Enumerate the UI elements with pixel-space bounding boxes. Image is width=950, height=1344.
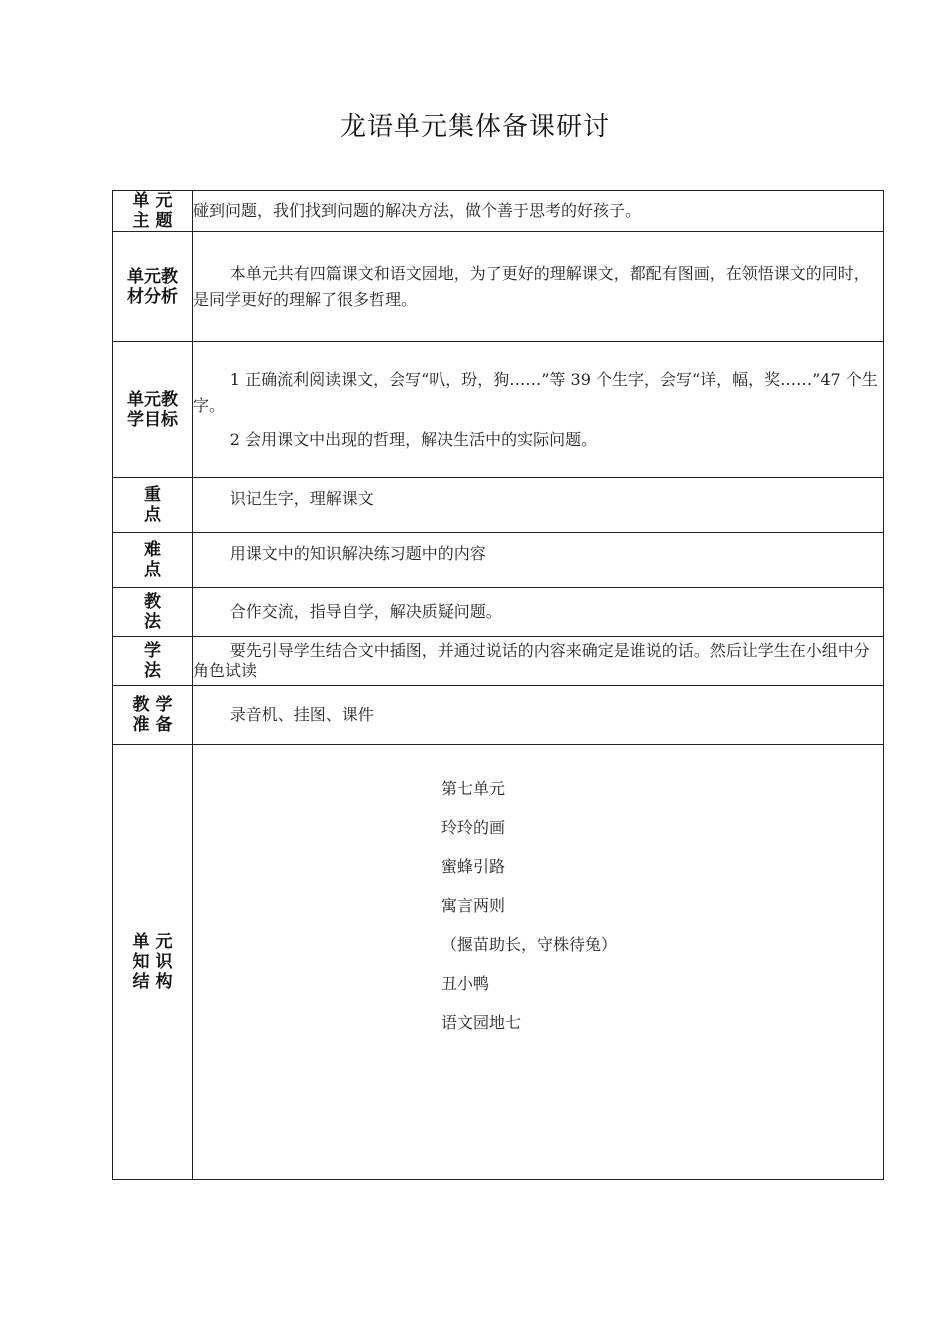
structure-item: （揠苗助长，守株待兔） <box>441 935 618 954</box>
label-preparation <box>113 686 193 745</box>
row-teaching-method <box>113 588 884 637</box>
cell-learning-method <box>193 637 884 686</box>
learning-method-text: 要先引导学生结合文中插图，并通过说话的内容来确定是谁说的话。然后让学生在小组中分角色试读 <box>193 641 870 680</box>
label-teaching-method <box>113 588 193 637</box>
unit-theme-text: 碰到问题，我们找到问题的解决方法，做个善于思考的好孩子。 <box>193 201 642 220</box>
row-knowledge-structure <box>113 745 884 1180</box>
label-material-analysis <box>113 232 193 342</box>
label-line: 材分析 <box>127 286 178 307</box>
row-preparation <box>113 686 884 745</box>
label-knowledge-structure <box>113 745 193 1180</box>
structure-item: 语文园地七 <box>441 1013 522 1032</box>
structure-item: 寓言两则 <box>441 896 506 915</box>
label-line: 学 法 <box>144 641 173 681</box>
cell-preparation <box>193 686 884 745</box>
row-key-points <box>113 478 884 533</box>
key-points-text: 识记生字，理解课文 <box>229 489 374 508</box>
row-material-analysis <box>113 232 884 342</box>
cell-key-points <box>193 478 884 533</box>
label-line: 主 题 <box>132 211 173 231</box>
label-line: 单 元 <box>132 932 173 952</box>
structure-item: 玲玲的画 <box>441 818 506 837</box>
label-unit-theme <box>113 191 193 232</box>
label-line: 难 点 <box>144 540 173 580</box>
label-line: 重 点 <box>144 485 173 525</box>
cell-difficulties <box>193 533 884 588</box>
page-title: 龙语单元集体备课研讨 <box>339 112 610 142</box>
teaching-goal-2: 2 会用课文中出现的哲理，解决生活中的实际问题。 <box>229 429 598 449</box>
structure-item: 丑小鸭 <box>441 974 490 993</box>
label-key-points <box>113 478 193 533</box>
preparation-text: 录音机、挂图、课件 <box>229 705 374 724</box>
label-line: 知 识 <box>132 952 173 972</box>
difficulties-text: 用课文中的知识解决练习题中的内容 <box>229 544 486 563</box>
label-learning-method <box>113 637 193 686</box>
row-learning-method <box>113 637 884 686</box>
lesson-plan-table <box>112 190 884 1180</box>
cell-teaching-goals <box>193 342 884 478</box>
row-teaching-goals <box>113 342 884 478</box>
label-line: 教 法 <box>144 592 173 632</box>
cell-material-analysis <box>193 232 884 342</box>
label-line: 准 备 <box>132 715 173 735</box>
label-line: 学目标 <box>127 409 178 430</box>
label-line: 单 元 <box>132 191 173 211</box>
structure-item: 第七单元 <box>441 779 506 798</box>
label-difficulties <box>113 533 193 588</box>
label-line: 教 学 <box>132 695 173 715</box>
row-unit-theme <box>113 191 884 232</box>
label-line: 单元教 <box>127 266 178 287</box>
label-line: 结 构 <box>132 972 173 992</box>
cell-unit-theme <box>193 191 884 232</box>
teaching-method-text: 合作交流，指导自学，解决质疑问题。 <box>229 602 502 621</box>
cell-knowledge-structure <box>193 745 884 1180</box>
cell-teaching-method <box>193 588 884 637</box>
label-teaching-goals <box>113 342 193 478</box>
structure-item: 蜜蜂引路 <box>441 857 506 876</box>
label-line: 单元教 <box>127 389 178 410</box>
material-analysis-text: 本单元共有四篇课文和语文园地，为了更好的理解课文，都配有图画，在领悟课文的同时，是同学更好的理解了很多哲理。 <box>193 263 870 309</box>
row-difficulties <box>113 533 884 588</box>
teaching-goal-1: 1 正确流利阅读课文，会写“叭，玢，狗……”等 39 个生字，会写“详，幅，奖……”47 个生字。 <box>193 369 878 415</box>
knowledge-structure-list <box>193 769 883 1042</box>
